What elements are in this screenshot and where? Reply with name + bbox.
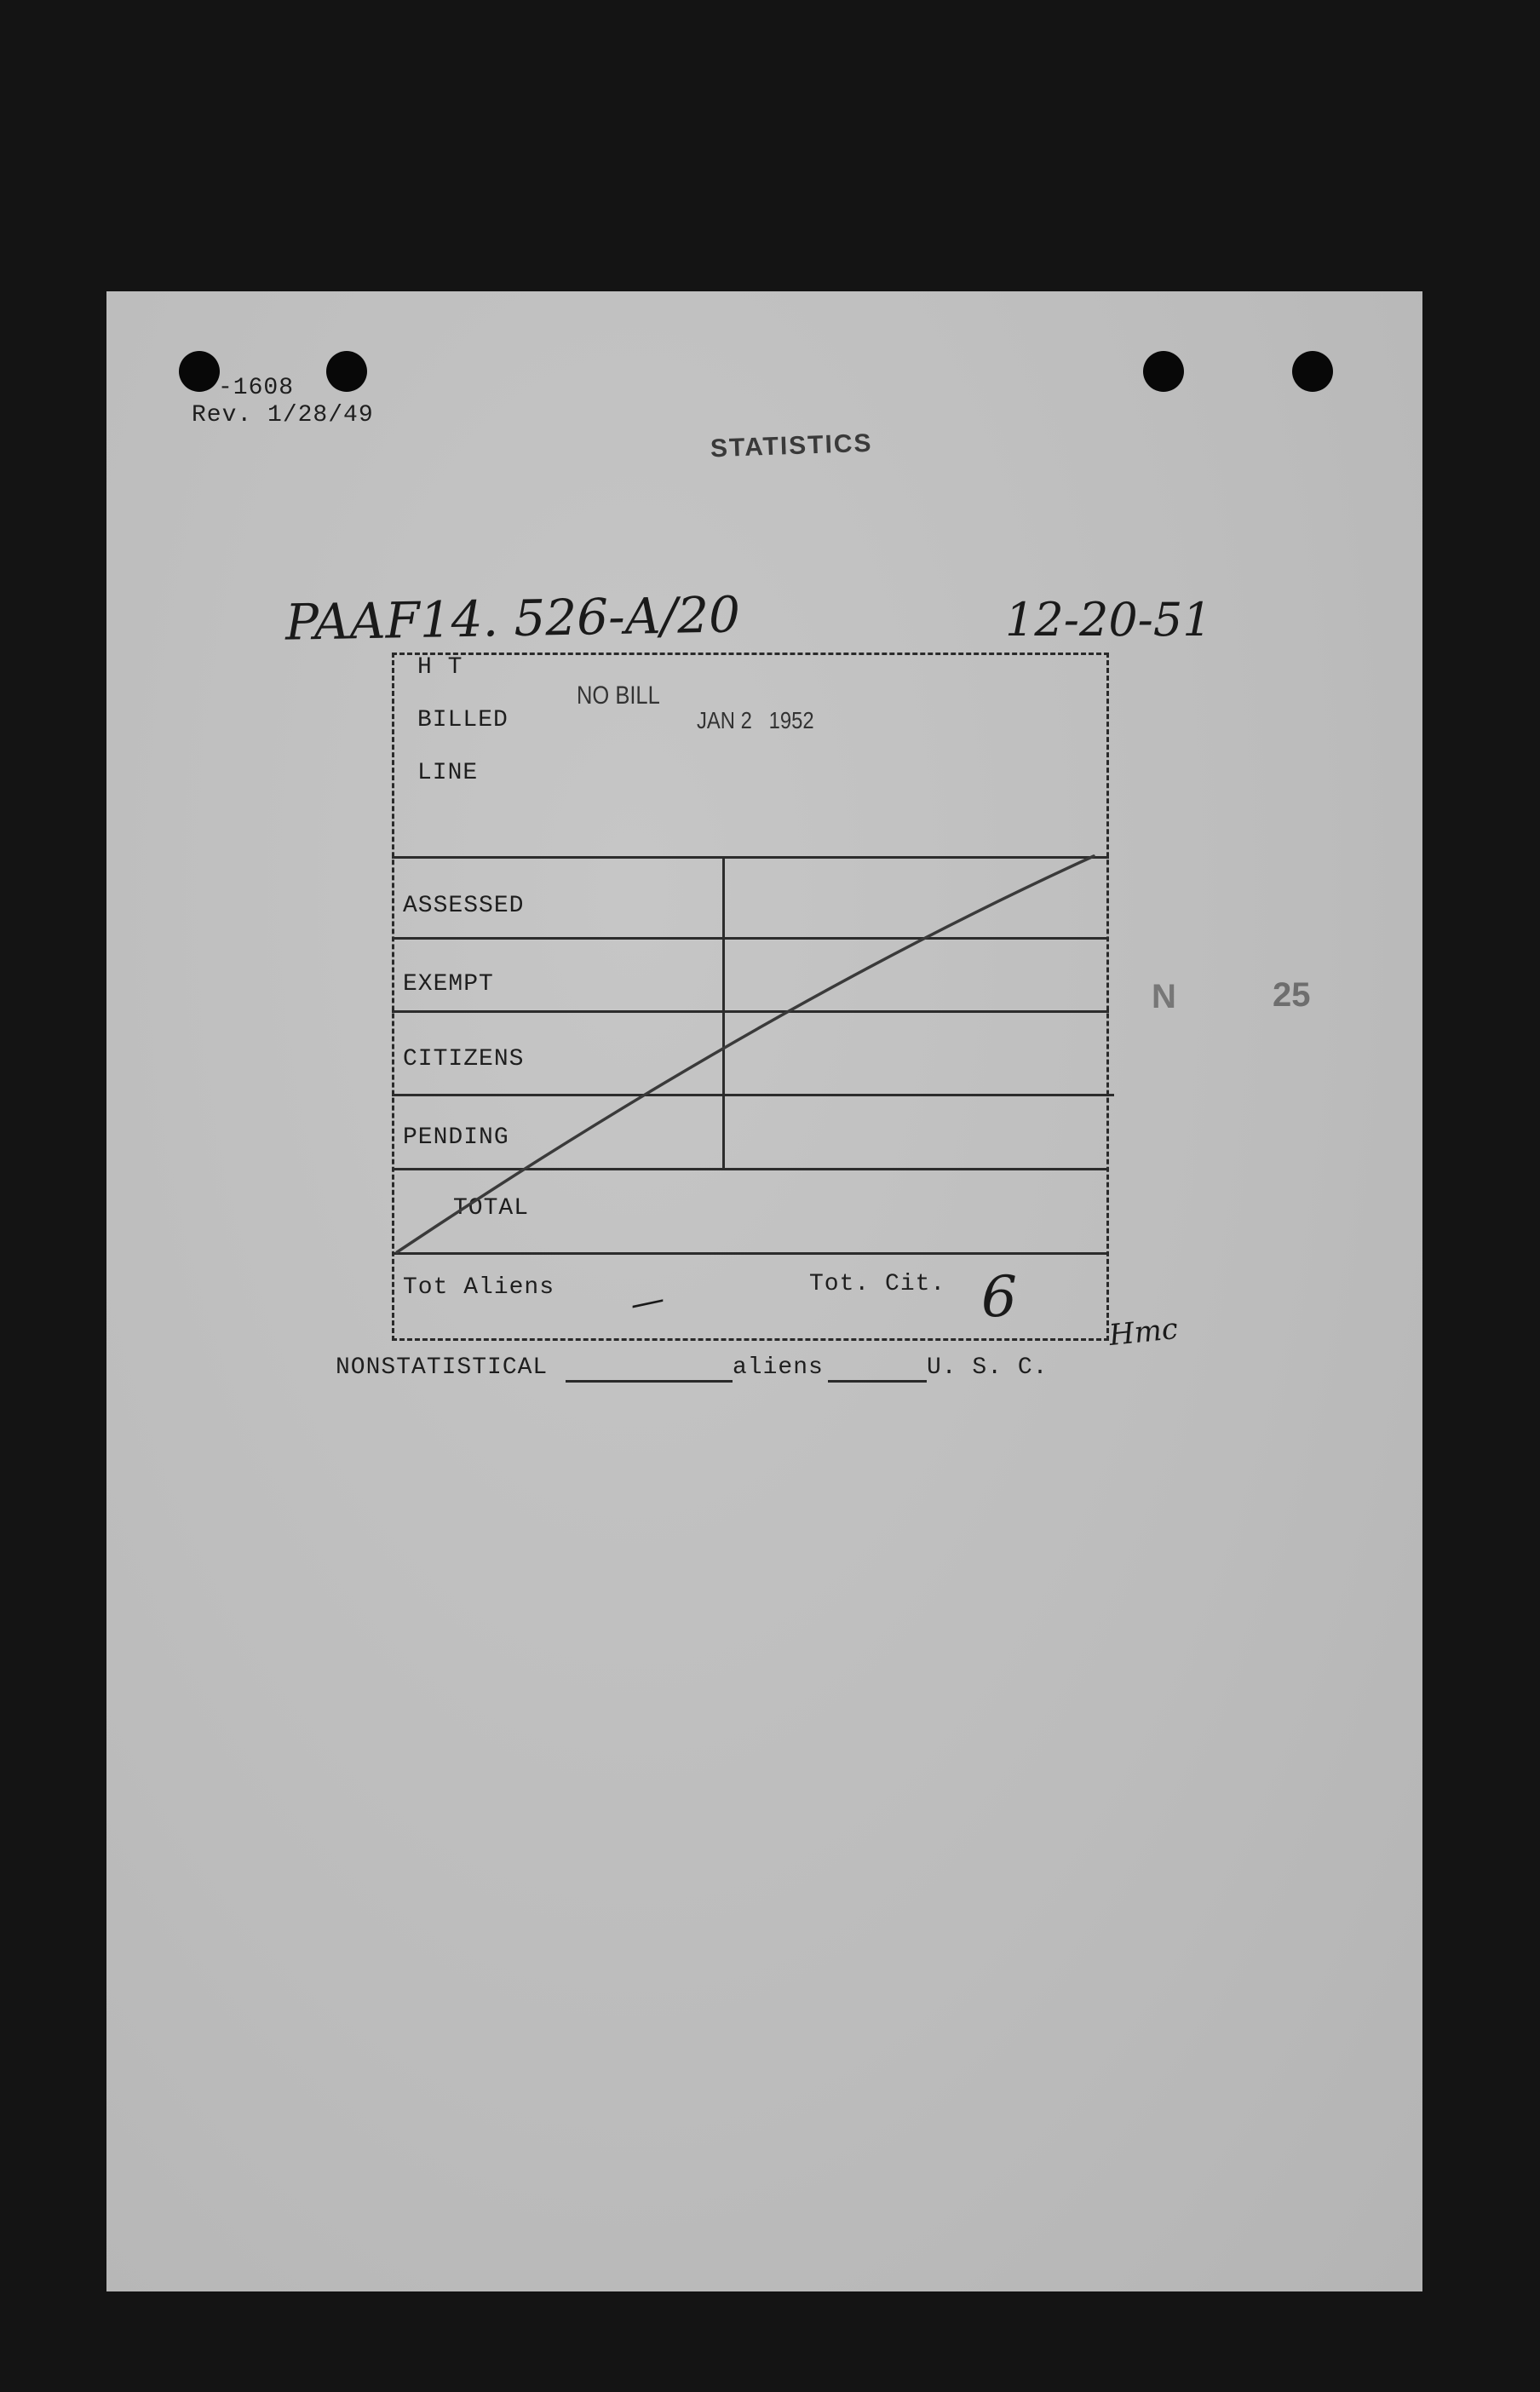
side-stamp-number: 25 — [1273, 976, 1311, 1014]
label-exempt: EXEMPT — [403, 971, 494, 998]
no-bill-stamp: NO BILL — [577, 681, 660, 710]
handwritten-tot-aliens-mark: — — [626, 1279, 669, 1325]
handwritten-date: 12-20-51 — [1005, 593, 1212, 647]
handwritten-file-reference: PAAF14. 526-A/20 — [284, 585, 741, 652]
label-ht: H T — [417, 654, 463, 681]
handwritten-initials: Hmc — [1107, 1311, 1180, 1354]
label-tot-aliens: Tot Aliens — [403, 1274, 555, 1301]
label-tot-cit: Tot. Cit. — [809, 1271, 946, 1297]
label-line: LINE — [417, 760, 479, 786]
handwritten-tot-cit-value: 6 — [981, 1264, 1017, 1330]
label-nonstatistical: NONSTATISTICAL — [336, 1354, 549, 1381]
date-received-stamp: JAN 2 1952 — [697, 707, 814, 733]
side-stamp-prefix: N — [1152, 978, 1176, 1015]
label-pending: PENDING — [403, 1124, 509, 1151]
form-number: -1608 — [218, 375, 295, 401]
label-aliens: aliens — [733, 1354, 824, 1381]
form-revision: Rev. 1/28/49 — [192, 402, 374, 428]
label-usc: U. S. C. — [927, 1354, 1049, 1381]
statistics-stamp: STATISTICS — [710, 428, 874, 463]
label-assessed: ASSESSED — [403, 893, 525, 919]
label-citizens: CITIZENS — [403, 1046, 525, 1072]
label-billed: BILLED — [417, 707, 509, 733]
label-total: TOTAL — [453, 1195, 530, 1222]
